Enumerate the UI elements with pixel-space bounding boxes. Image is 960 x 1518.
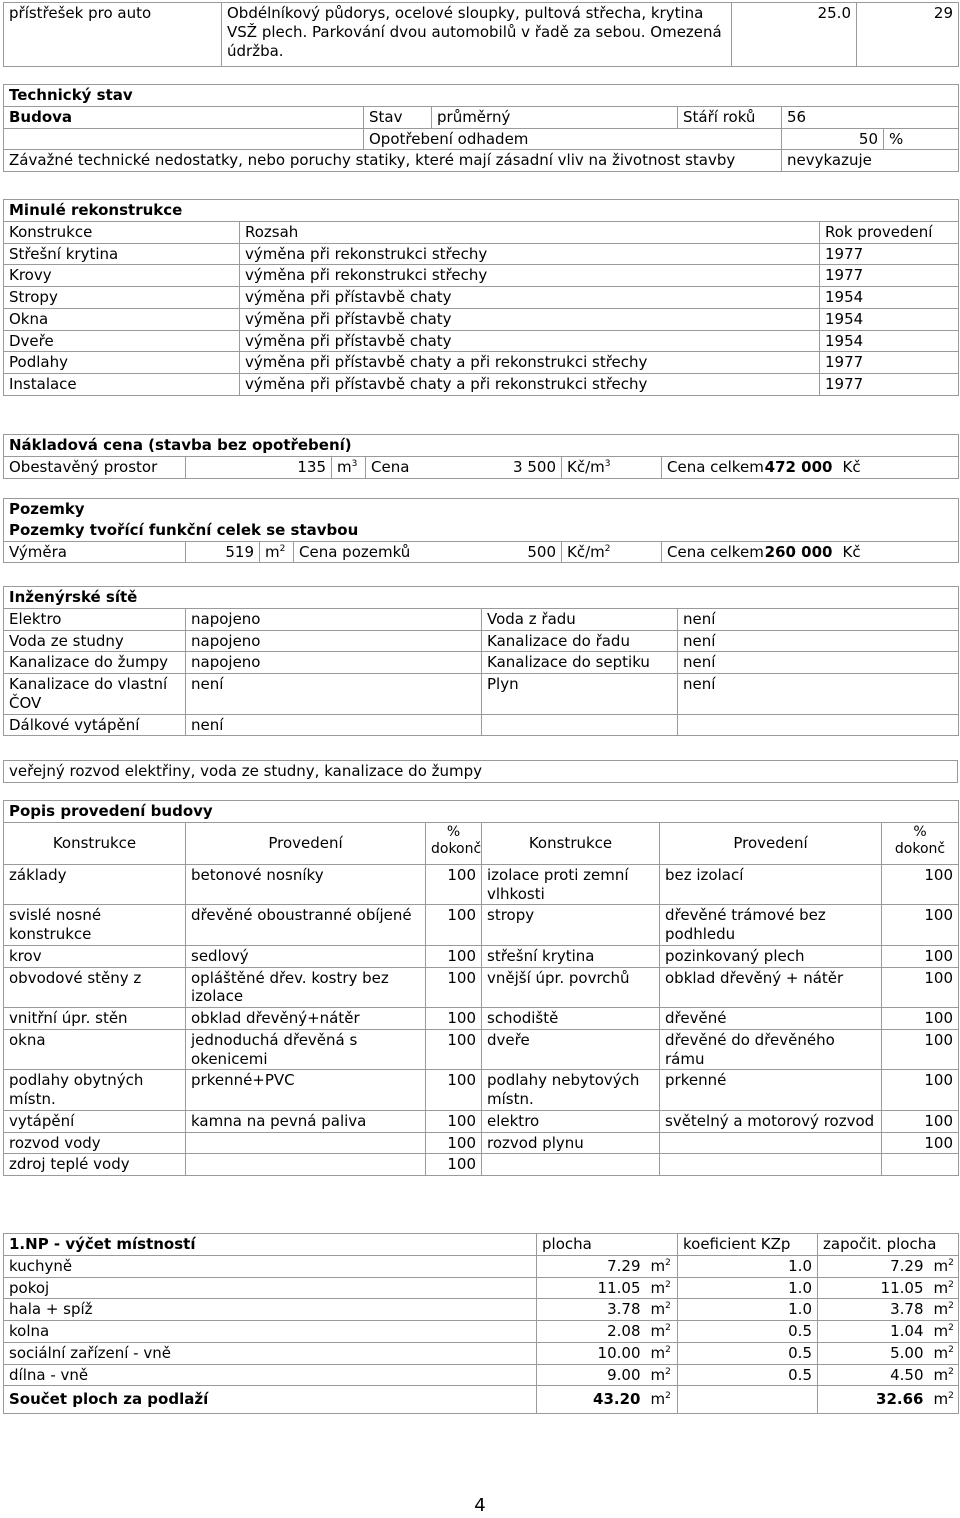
table-row bbox=[4, 1029, 959, 1070]
table-row bbox=[4, 1299, 959, 1321]
reconstructions-title: Minulé rekonstrukce bbox=[4, 200, 959, 222]
table-row bbox=[4, 374, 959, 396]
table-cell: výměna při přístavbě chaty a při rekonstrukci střechy bbox=[240, 374, 820, 396]
room-counted-unit: $m^2$ bbox=[929, 1321, 959, 1343]
table-row bbox=[4, 265, 959, 287]
table-cell: výměna při přístavbě chaty bbox=[240, 287, 820, 309]
state-value: průměrný bbox=[432, 106, 678, 128]
table-cell: 100 bbox=[426, 1008, 482, 1030]
rooms-table bbox=[3, 1233, 959, 1414]
table-cell: dveře bbox=[482, 1029, 660, 1070]
room-name: kolna bbox=[4, 1321, 537, 1343]
column-header: % dokonč bbox=[426, 822, 482, 864]
table-row bbox=[4, 1342, 959, 1364]
price-label: Cena 3 500 bbox=[366, 456, 562, 478]
table-cell: 100 bbox=[426, 1154, 482, 1176]
table-row bbox=[4, 652, 959, 674]
room-counted-area: 1.04 bbox=[818, 1321, 929, 1343]
land-subtitle: Pozemky tvořící funkční celek se stavbou bbox=[4, 520, 959, 541]
table-cell: není bbox=[678, 608, 959, 630]
total-label: Cena celkem 472 000 bbox=[662, 456, 838, 478]
room-area: 11.05 bbox=[537, 1277, 646, 1299]
table-row bbox=[4, 1321, 959, 1343]
table-cell: základy bbox=[4, 864, 186, 905]
rooms-title: 1.NP - výčet místností bbox=[4, 1234, 537, 1256]
land-title: Pozemky bbox=[4, 499, 959, 520]
table-cell: dřevěné do dřevěného rámu bbox=[660, 1029, 882, 1070]
table-row bbox=[4, 630, 959, 652]
construction-table bbox=[3, 800, 959, 1176]
table-cell: napojeno bbox=[186, 652, 482, 674]
table-row bbox=[4, 1277, 959, 1299]
table-cell: zdroj teplé vody bbox=[4, 1154, 186, 1176]
table-cell bbox=[186, 1132, 426, 1154]
reconstructions-rows bbox=[4, 243, 959, 395]
table-cell: 100 bbox=[426, 945, 482, 967]
table-row bbox=[4, 1008, 959, 1030]
column-header: Konstrukce bbox=[482, 822, 660, 864]
room-area-unit: $m^2$ bbox=[646, 1342, 678, 1364]
room-area: 10.00 bbox=[537, 1342, 646, 1364]
table-cell: obklad dřevěný + nátěr bbox=[660, 967, 882, 1008]
rooms-sum-counted-unit: $m^2$ bbox=[929, 1386, 959, 1414]
table-cell bbox=[660, 1154, 882, 1176]
table-cell: vytápění bbox=[4, 1110, 186, 1132]
column-header: započit. plocha bbox=[818, 1234, 959, 1256]
total-unit: Kč bbox=[838, 456, 959, 478]
table-cell: Dveře bbox=[4, 330, 240, 352]
volume-unit: $m^3$ bbox=[332, 456, 366, 478]
room-area-unit: $m^2$ bbox=[646, 1277, 678, 1299]
table-cell: dřevěné bbox=[660, 1008, 882, 1030]
table-cell: podlahy nebytových místn. bbox=[482, 1070, 660, 1111]
column-header: Rok provedení bbox=[820, 221, 959, 243]
table-cell: 1954 bbox=[820, 330, 959, 352]
table-cell: dřevěné trámové bez podhledu bbox=[660, 905, 882, 946]
table-row bbox=[4, 1364, 959, 1386]
table-cell: betonové nosníky bbox=[186, 864, 426, 905]
table-cell: kamna na pevná paliva bbox=[186, 1110, 426, 1132]
area-unit: $m^2$ bbox=[260, 541, 294, 563]
table-cell: není bbox=[678, 652, 959, 674]
table-cell: stropy bbox=[482, 905, 660, 946]
column-header: Provedení bbox=[660, 822, 882, 864]
wear-value: 50 bbox=[782, 128, 884, 150]
table-cell: výměna při přístavbě chaty a při rekonstrukci střechy bbox=[240, 352, 820, 374]
state-label: Stav bbox=[364, 106, 432, 128]
volume-value: 135 bbox=[186, 456, 332, 478]
table-row bbox=[4, 1154, 959, 1176]
construction-rows bbox=[4, 864, 959, 1175]
table-cell: svislé nosné konstrukce bbox=[4, 905, 186, 946]
table-cell: opláštěné dřev. kostry bez izolace bbox=[186, 967, 426, 1008]
rooms-sum-counted: 32.66 bbox=[818, 1386, 929, 1414]
table-cell bbox=[482, 714, 678, 736]
table-cell: okna bbox=[4, 1029, 186, 1070]
table-cell: Elektro bbox=[4, 608, 186, 630]
table-cell: napojeno bbox=[186, 630, 482, 652]
room-counted-area: 4.50 bbox=[818, 1364, 929, 1386]
volume-label: Obestavěný prostor bbox=[4, 456, 186, 478]
table-cell: Podlahy bbox=[4, 352, 240, 374]
table-cell: bez izolací bbox=[660, 864, 882, 905]
room-coefficient: 0.5 bbox=[678, 1321, 818, 1343]
room-area: 7.29 bbox=[537, 1255, 646, 1277]
table-cell: 1977 bbox=[820, 352, 959, 374]
table-row bbox=[4, 945, 959, 967]
table-cell: 1977 bbox=[820, 374, 959, 396]
page-number: 4 bbox=[474, 1495, 486, 1516]
table-cell: Okna bbox=[4, 308, 240, 330]
table-row bbox=[4, 243, 959, 265]
room-counted-area: 5.00 bbox=[818, 1342, 929, 1364]
column-header: Konstrukce bbox=[4, 221, 240, 243]
rooms-rows bbox=[4, 1255, 959, 1386]
table-cell: 100 bbox=[882, 1029, 959, 1070]
table-cell: Dálkové vytápění bbox=[4, 714, 186, 736]
room-coefficient: 0.5 bbox=[678, 1342, 818, 1364]
table-cell: prkenné+PVC bbox=[186, 1070, 426, 1111]
table-cell: 1954 bbox=[820, 287, 959, 309]
wear-label: Opotřebení odhadem bbox=[364, 128, 782, 150]
table-cell: Kanalizace do řadu bbox=[482, 630, 678, 652]
table-cell bbox=[678, 714, 959, 736]
table-row bbox=[4, 674, 959, 715]
room-area-unit: $m^2$ bbox=[646, 1364, 678, 1386]
land-price-label: Cena pozemků 500 bbox=[294, 541, 562, 563]
table-row bbox=[4, 330, 959, 352]
table-cell bbox=[186, 1154, 426, 1176]
table-cell: 1977 bbox=[820, 243, 959, 265]
utilities-note-table bbox=[3, 760, 958, 783]
table-row bbox=[4, 287, 959, 309]
room-name: dílna - vně bbox=[4, 1364, 537, 1386]
table-cell: 100 bbox=[882, 1110, 959, 1132]
table-cell bbox=[482, 1154, 660, 1176]
table-cell: Střešní krytina bbox=[4, 243, 240, 265]
room-counted-unit: $m^2$ bbox=[929, 1342, 959, 1364]
room-counted-unit: $m^2$ bbox=[929, 1364, 959, 1386]
table-cell: Stropy bbox=[4, 287, 240, 309]
table-cell: Plyn bbox=[482, 674, 678, 715]
table-cell: 100 bbox=[882, 1070, 959, 1111]
land-table bbox=[3, 498, 959, 563]
table-cell: Instalace bbox=[4, 374, 240, 396]
table-row bbox=[4, 864, 959, 905]
table-cell: dřevěné oboustranné obíjené bbox=[186, 905, 426, 946]
table-cell: prkenné bbox=[660, 1070, 882, 1111]
table-cell: výměna při rekonstrukci střechy bbox=[240, 265, 820, 287]
table-row bbox=[4, 905, 959, 946]
table-cell: Krovy bbox=[4, 265, 240, 287]
land-total-label: Cena celkem 260 000 bbox=[662, 541, 838, 563]
room-name: sociální zařízení - vně bbox=[4, 1342, 537, 1364]
table-row bbox=[4, 1255, 959, 1277]
utilities-title: Inženýrské sítě bbox=[4, 587, 959, 609]
table-cell: 100 bbox=[882, 945, 959, 967]
table-cell: 1977 bbox=[820, 265, 959, 287]
table-cell: 100 bbox=[426, 967, 482, 1008]
room-area: 9.00 bbox=[537, 1364, 646, 1386]
table-cell: rozvod plynu bbox=[482, 1132, 660, 1154]
room-area-unit: $m^2$ bbox=[646, 1321, 678, 1343]
room-counted-area: 3.78 bbox=[818, 1299, 929, 1321]
rooms-sum-area: 43.20 bbox=[537, 1386, 646, 1414]
rooms-sum-unit: $m^2$ bbox=[646, 1386, 678, 1414]
table-cell: 100 bbox=[426, 905, 482, 946]
room-coefficient: 0.5 bbox=[678, 1364, 818, 1386]
table-row bbox=[4, 1070, 959, 1111]
land-price-unit: $Kč/m^2$ bbox=[562, 541, 662, 563]
table-cell: jednoduchá dřevěná s okenicemi bbox=[186, 1029, 426, 1070]
room-counted-unit: $m^2$ bbox=[929, 1255, 959, 1277]
room-area: 2.08 bbox=[537, 1321, 646, 1343]
room-counted-unit: $m^2$ bbox=[929, 1277, 959, 1299]
table-cell: 100 bbox=[882, 864, 959, 905]
table-row bbox=[4, 714, 959, 736]
table-cell: výměna při rekonstrukci střechy bbox=[240, 243, 820, 265]
table-cell: pozinkovaný plech bbox=[660, 945, 882, 967]
structure-description: Obdélníkový půdorys, ocelové sloupky, pultová střecha, krytina VSŽ plech. Parkování dvou automobilů v řadě za sebou. Omezená údržba. bbox=[222, 3, 732, 67]
structure-name: přístřešek pro auto bbox=[4, 3, 222, 67]
column-header: % dokonč bbox=[882, 822, 959, 864]
table-cell: 100 bbox=[426, 1110, 482, 1132]
room-counted-area: 11.05 bbox=[818, 1277, 929, 1299]
structure-value-2: 29 bbox=[857, 3, 959, 67]
table-cell: obvodové stěny z bbox=[4, 967, 186, 1008]
room-area-unit: $m^2$ bbox=[646, 1299, 678, 1321]
room-name: pokoj bbox=[4, 1277, 537, 1299]
table-cell: napojeno bbox=[186, 608, 482, 630]
cost-title: Nákladová cena (stavba bez opotřebení) bbox=[4, 435, 959, 457]
tech-state-title: Technický stav bbox=[4, 85, 959, 107]
table-cell: rozvod vody bbox=[4, 1132, 186, 1154]
table-cell: Voda z řadu bbox=[482, 608, 678, 630]
table-row bbox=[4, 1132, 959, 1154]
table-cell: Voda ze studny bbox=[4, 630, 186, 652]
column-header: Provedení bbox=[186, 822, 426, 864]
table-cell: sedlový bbox=[186, 945, 426, 967]
room-coefficient: 1.0 bbox=[678, 1299, 818, 1321]
defects-label: Závažné technické nedostatky, nebo poruchy statiky, které mají zásadní vliv na životnost stavby bbox=[4, 150, 782, 172]
table-row bbox=[4, 967, 959, 1008]
table-cell: obklad dřevěný+nátěr bbox=[186, 1008, 426, 1030]
rooms-sum-label: Součet ploch za podlaží bbox=[4, 1386, 537, 1414]
room-area-unit: $m^2$ bbox=[646, 1255, 678, 1277]
area-label: Výměra bbox=[4, 541, 186, 563]
area-value: 519 bbox=[186, 541, 260, 563]
room-name: kuchyně bbox=[4, 1255, 537, 1277]
utilities-table bbox=[3, 586, 959, 736]
table-cell: elektro bbox=[482, 1110, 660, 1132]
table-cell: krov bbox=[4, 945, 186, 967]
land-total-unit: Kč bbox=[838, 541, 959, 563]
table-row bbox=[4, 1110, 959, 1132]
utilities-rows bbox=[4, 608, 959, 736]
room-coefficient: 1.0 bbox=[678, 1277, 818, 1299]
table-row bbox=[4, 352, 959, 374]
table-cell: Kanalizace do septiku bbox=[482, 652, 678, 674]
table-cell: Kanalizace do žumpy bbox=[4, 652, 186, 674]
table-cell: střešní krytina bbox=[482, 945, 660, 967]
table-cell: schodiště bbox=[482, 1008, 660, 1030]
table-cell: 100 bbox=[426, 1132, 482, 1154]
utilities-note: veřejný rozvod elektřiny, voda ze studny, kanalizace do žumpy bbox=[4, 761, 958, 783]
defects-value: nevykazuje bbox=[782, 150, 959, 172]
top-row-table bbox=[3, 2, 959, 67]
table-cell: izolace proti zemní vlhkosti bbox=[482, 864, 660, 905]
column-header: koeficient KZp bbox=[678, 1234, 818, 1256]
table-cell bbox=[882, 1154, 959, 1176]
table-cell: není bbox=[186, 714, 482, 736]
column-header: Konstrukce bbox=[4, 822, 186, 864]
table-cell: světelný a motorový rozvod bbox=[660, 1110, 882, 1132]
table-cell: 100 bbox=[426, 1070, 482, 1111]
table-cell: není bbox=[186, 674, 482, 715]
structure-value-1: 25.0 bbox=[732, 3, 857, 67]
table-cell: výměna při přístavbě chaty bbox=[240, 330, 820, 352]
table-cell: vnitřní úpr. stěn bbox=[4, 1008, 186, 1030]
table-cell: 100 bbox=[426, 1029, 482, 1070]
age-label: Stáří roků bbox=[678, 106, 782, 128]
room-counted-unit: $m^2$ bbox=[929, 1299, 959, 1321]
table-cell: není bbox=[678, 630, 959, 652]
table-cell: podlahy obytných místn. bbox=[4, 1070, 186, 1111]
reconstructions-table bbox=[3, 199, 959, 396]
table-cell: 100 bbox=[882, 905, 959, 946]
room-name: hala + spíž bbox=[4, 1299, 537, 1321]
table-cell bbox=[660, 1132, 882, 1154]
room-coefficient: 1.0 bbox=[678, 1255, 818, 1277]
room-area: 3.78 bbox=[537, 1299, 646, 1321]
table-cell: 100 bbox=[882, 967, 959, 1008]
table-cell: Kanalizace do vlastní ČOV bbox=[4, 674, 186, 715]
table-cell: výměna při přístavbě chaty bbox=[240, 308, 820, 330]
table-row bbox=[4, 308, 959, 330]
column-header: plocha bbox=[537, 1234, 678, 1256]
column-header: Rozsah bbox=[240, 221, 820, 243]
table-cell: vnější úpr. povrchů bbox=[482, 967, 660, 1008]
wear-unit: % bbox=[884, 128, 959, 150]
room-counted-area: 7.29 bbox=[818, 1255, 929, 1277]
age-value: 56 bbox=[782, 106, 959, 128]
cost-table bbox=[3, 434, 959, 479]
table-cell: 100 bbox=[882, 1008, 959, 1030]
table-cell: 1954 bbox=[820, 308, 959, 330]
table-cell: není bbox=[678, 674, 959, 715]
price-unit: $Kč/m^3$ bbox=[562, 456, 662, 478]
table-row bbox=[4, 608, 959, 630]
table-cell: 100 bbox=[426, 864, 482, 905]
construction-title: Popis provedení budovy bbox=[4, 801, 959, 823]
tech-state-table bbox=[3, 84, 959, 172]
building-label: Budova bbox=[4, 106, 364, 128]
table-cell: 100 bbox=[882, 1132, 959, 1154]
